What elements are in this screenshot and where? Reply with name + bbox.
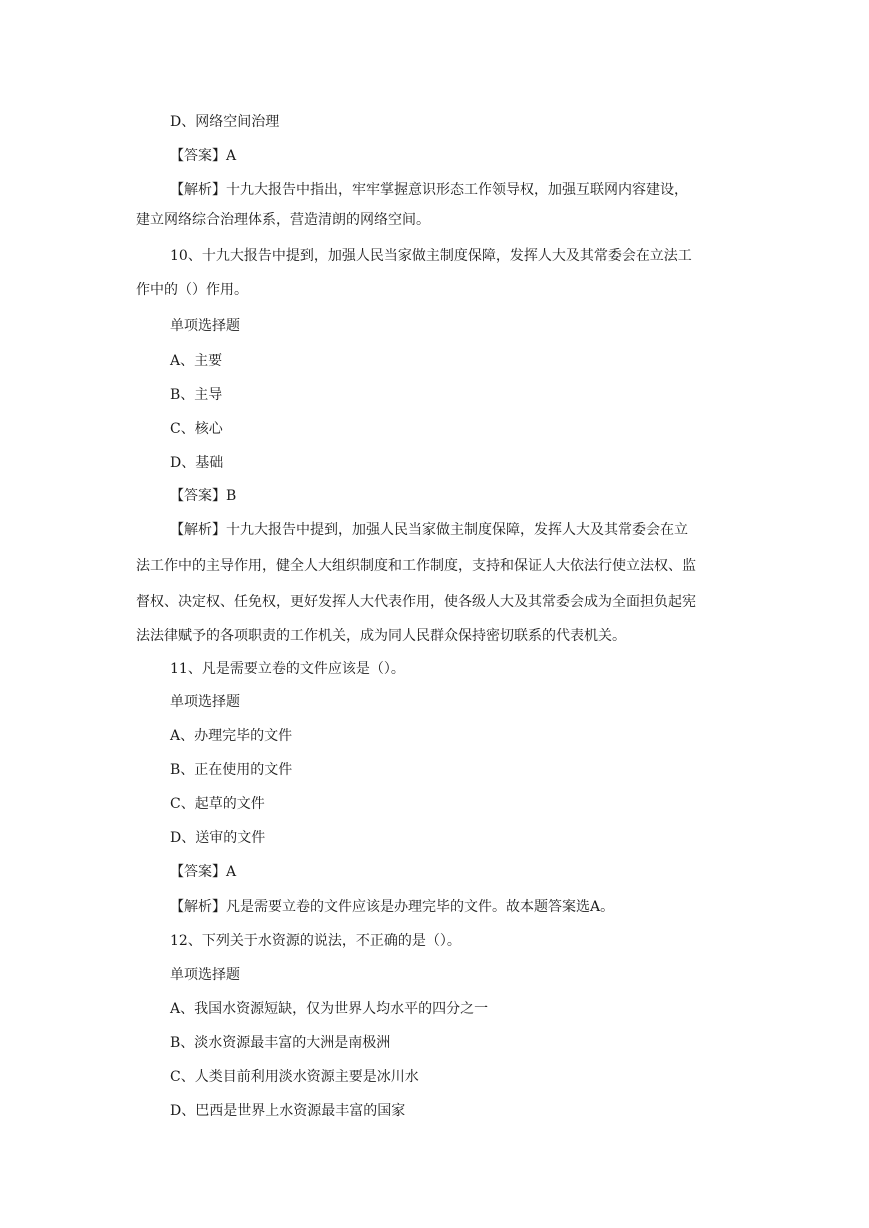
q10-answer: 【答案】B — [170, 488, 237, 504]
q12-option-b: B、淡水资源最丰富的大洲是南极洲 — [170, 1035, 391, 1051]
q11-answer: 【答案】A — [170, 864, 237, 880]
q10-analysis-line-3: 督权、决定权、任免权，更好发挥人大代表作用，使各级人大及其常委会成为全面担负起宪 — [136, 594, 696, 610]
q9-answer: 【答案】A — [170, 148, 237, 164]
q11-option-b: B、正在使用的文件 — [170, 762, 293, 778]
q9-analysis-line-1: 【解析】十九大报告中指出，牢牢掌握意识形态工作领导权，加强互联网内容建设， — [170, 182, 688, 198]
q12-option-c: C、人类目前利用淡水资源主要是冰川水 — [170, 1069, 419, 1085]
q11-stem: 11、凡是需要立卷的文件应该是（）。 — [170, 661, 405, 677]
q9-analysis-line-2: 建立网络综合治理体系，营造清朗的网络空间。 — [136, 212, 430, 228]
q12-option-a: A、我国水资源短缺，仅为世界人均水平的四分之一 — [170, 1001, 489, 1017]
q10-stem-line-2: 作中的（）作用。 — [136, 282, 248, 298]
q10-analysis-line-4: 法法律赋予的各项职责的工作机关，成为同人民群众保持密切联系的代表机关。 — [136, 628, 626, 644]
q12-type: 单项选择题 — [170, 967, 240, 983]
q12-stem: 12、下列关于水资源的说法，不正确的是（）。 — [170, 933, 461, 949]
q10-option-b: B、主导 — [170, 387, 223, 403]
q11-type: 单项选择题 — [170, 694, 240, 710]
q10-stem-line-1: 10、十九大报告中提到，加强人民当家做主制度保障，发挥人大及其常委会在立法工 — [170, 248, 692, 264]
q11-option-c: C、起草的文件 — [170, 796, 265, 812]
q10-analysis-line-1: 【解析】十九大报告中提到，加强人民当家做主制度保障，发挥人大及其常委会在立 — [170, 522, 688, 538]
q11-option-a: A、办理完毕的文件 — [170, 728, 293, 744]
q11-option-d: D、送审的文件 — [170, 830, 266, 846]
q10-type: 单项选择题 — [170, 318, 240, 334]
q10-analysis-line-2: 法工作中的主导作用，健全人大组织制度和工作制度，支持和保证人大依法行使立法权、监 — [136, 558, 696, 574]
q9-option-d: D、网络空间治理 — [170, 114, 280, 130]
q11-analysis: 【解析】凡是需要立卷的文件应该是办理完毕的文件。故本题答案选A。 — [170, 899, 615, 915]
q12-option-d: D、巴西是世界上水资源最丰富的国家 — [170, 1103, 406, 1119]
q10-option-d: D、基础 — [170, 455, 224, 471]
q10-option-c: C、核心 — [170, 421, 223, 437]
q10-option-a: A、主要 — [170, 353, 223, 369]
